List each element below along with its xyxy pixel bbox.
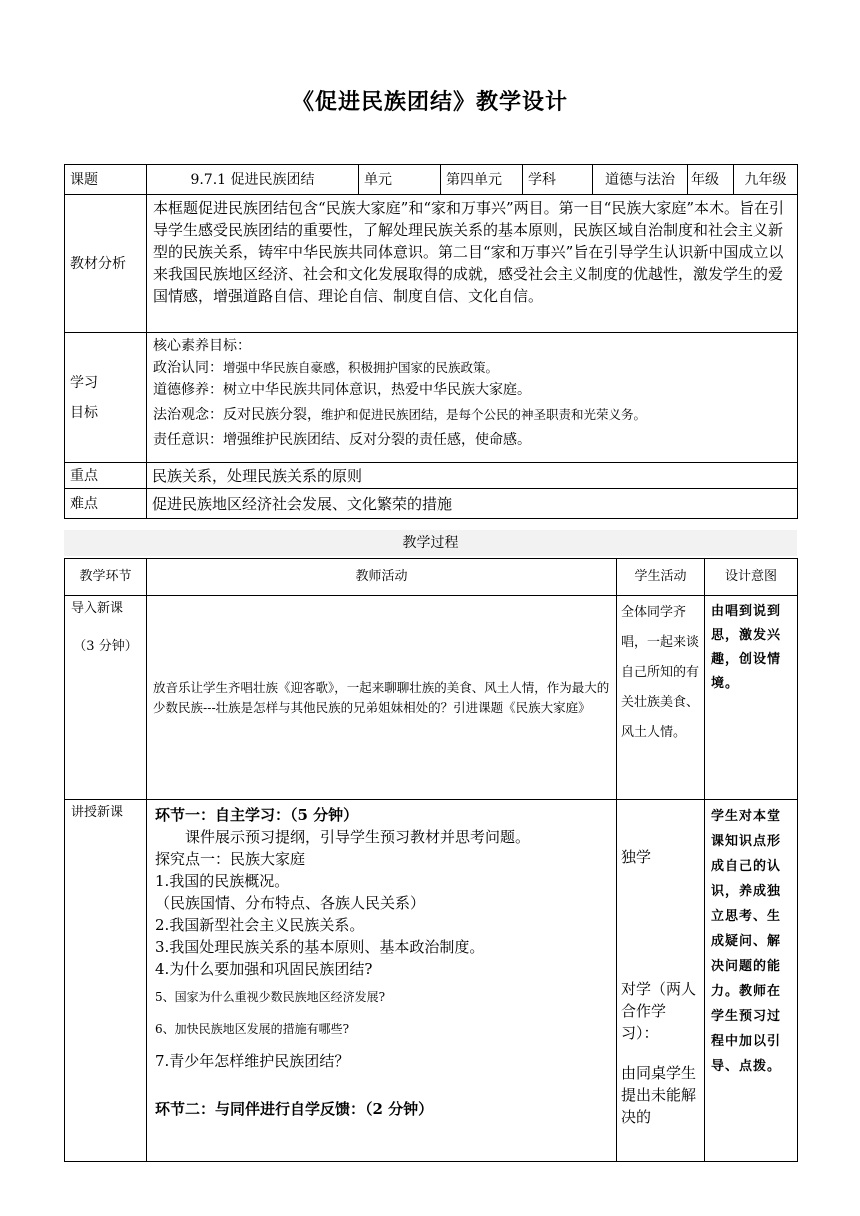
intro-teacher-activity: 放音乐让学生齐唱壮族《迎客歌》，一起来聊聊壮族的美食、风土人情，作为最大的少数民族---壮族是怎样与其他民族的兄弟姐妹相处的？引进课题《民族大家庭》 (147, 596, 617, 800)
lecture-stage: 讲授新课 (65, 800, 147, 1162)
lecture-q3: 3.我国处理民族关系的基本原则、基本政治制度。 (155, 938, 485, 956)
goal-responsibility: 责任意识：增强维护民族团结、反对分裂的责任感，使命感。 (153, 432, 531, 448)
lecture-q5: 5、国家为什么重视少数民族地区经济发展? (155, 990, 386, 1004)
analysis-label: 教材分析 (65, 195, 147, 333)
unit-value: 第四单元 (441, 165, 523, 195)
process-title: 教学过程 (64, 530, 797, 556)
intro-student-activity: 全体同学齐唱，一起来谈自己所知的有关壮族美食、风土人情。 (617, 596, 705, 800)
lecture-teacher-activity (147, 800, 617, 1162)
unit-label: 单元 (359, 165, 441, 195)
lecture-student3: 由同桌学生提出未能解决的 (621, 1064, 697, 1126)
topic-value: 9.7.1 促进民族团结 (147, 165, 359, 195)
topic-label: 课题 (65, 165, 147, 195)
lecture-intro-line: 课件展示预习提纲，引导学生预习教材并思考问题。 (185, 828, 531, 846)
analysis-text: 本框题促进民族团结包含“民族大家庭”和“家和万事兴”两目。第一目“民族大家庭”本木。旨在引导学生感受民族团结的重要性，了解处理民族关系的基本原则，民族区域自治制度和社会主义新型的民族关系，铸牢中华民族共同体意识。第二目“家和万事兴”旨在引导学生认识新中国成立以来我国民族地区经济、社会和文化发展取得的成就，感受社会主义制度的优越性，激发学生的爱国情感，增强道路自信、理论自信、制度自信、文化自信。 (147, 195, 798, 333)
intro-stage (65, 596, 147, 800)
lecture-section1: 环节一：自主学习：（5 分钟） (155, 806, 359, 824)
intro-stage-label: 导入新课 (71, 601, 124, 616)
header-teacher: 教师活动 (147, 559, 617, 596)
key-text: 民族关系，处理民族关系的原则 (147, 463, 798, 489)
lecture-section2: 环节二：与同伴进行自学反馈：（2 分钟） (155, 1100, 434, 1118)
grade-value: 九年级 (734, 165, 798, 195)
intro-design-intent: 由唱到说到思，激发兴趣，创设情境。 (705, 596, 798, 800)
document-title: 《促进民族团结》教学设计 (291, 89, 568, 115)
lecture-design-intent: 学生对本堂课知识点形成自己的认识，养成独立思考、生成疑问、解决问题的能力。教师在学生预习过程中加以引导、点拨。 (705, 800, 798, 1162)
goal-political-text: 增强中华民族自豪感，积极拥护国家的民族政策。 (223, 360, 499, 375)
lecture-q6: 6、加快民族地区发展的措施有哪些? (155, 1022, 350, 1036)
goal-moral: 道德修养：树立中华民族共同体意识，热爱中华民族大家庭。 (153, 382, 531, 398)
goals-content (147, 333, 798, 463)
lecture-q1-note: （民族国情、分布特点、各族人民关系） (155, 894, 426, 912)
goal-law-prefix: 法治观念：反对民族分裂， (153, 407, 321, 423)
goal-law (153, 404, 791, 426)
goals-heading: 核心素养目标： (153, 338, 251, 354)
header-intent: 设计意图 (705, 559, 798, 596)
grade-label: 年级 (688, 165, 734, 195)
lecture-q2: 2.我国新型社会主义民族关系。 (155, 916, 365, 934)
lecture-q4: 4.为什么要加强和巩固民族团结? (155, 960, 373, 978)
header-student: 学生活动 (617, 559, 705, 596)
goal-political-prefix: 政治认同： (153, 360, 223, 376)
lecture-point1: 探究点一：民族大家庭 (155, 850, 306, 868)
goals-label-line1: 学习 (70, 374, 98, 391)
goals-label-line2: 目标 (70, 404, 98, 421)
subject-value: 道德与法治 (593, 165, 688, 195)
goals-label (65, 333, 147, 463)
difficulty-label: 难点 (65, 489, 147, 519)
process-table (64, 558, 798, 1162)
subject-label: 学科 (523, 165, 593, 195)
difficulty-text: 促进民族地区经济社会发展、文化繁荣的措施 (147, 489, 798, 519)
lecture-q7: 7.青少年怎样维护民族团结？ (155, 1052, 350, 1070)
lecture-student1: 独学 (621, 848, 652, 866)
lecture-q1: 1.我国的民族概况。 (155, 872, 290, 890)
goal-law-text: 维护和促进民族团结，是每个公民的神圣职责和光荣义务。 (321, 407, 647, 422)
intro-time: （3 分钟） (73, 639, 138, 654)
lecture-student-activity (617, 800, 705, 1162)
info-table (64, 164, 798, 519)
header-stage: 教学环节 (65, 559, 147, 596)
lecture-student2: 对学（两人合作学习）： (621, 980, 697, 1042)
goal-political (153, 357, 791, 379)
key-label: 重点 (65, 463, 147, 489)
